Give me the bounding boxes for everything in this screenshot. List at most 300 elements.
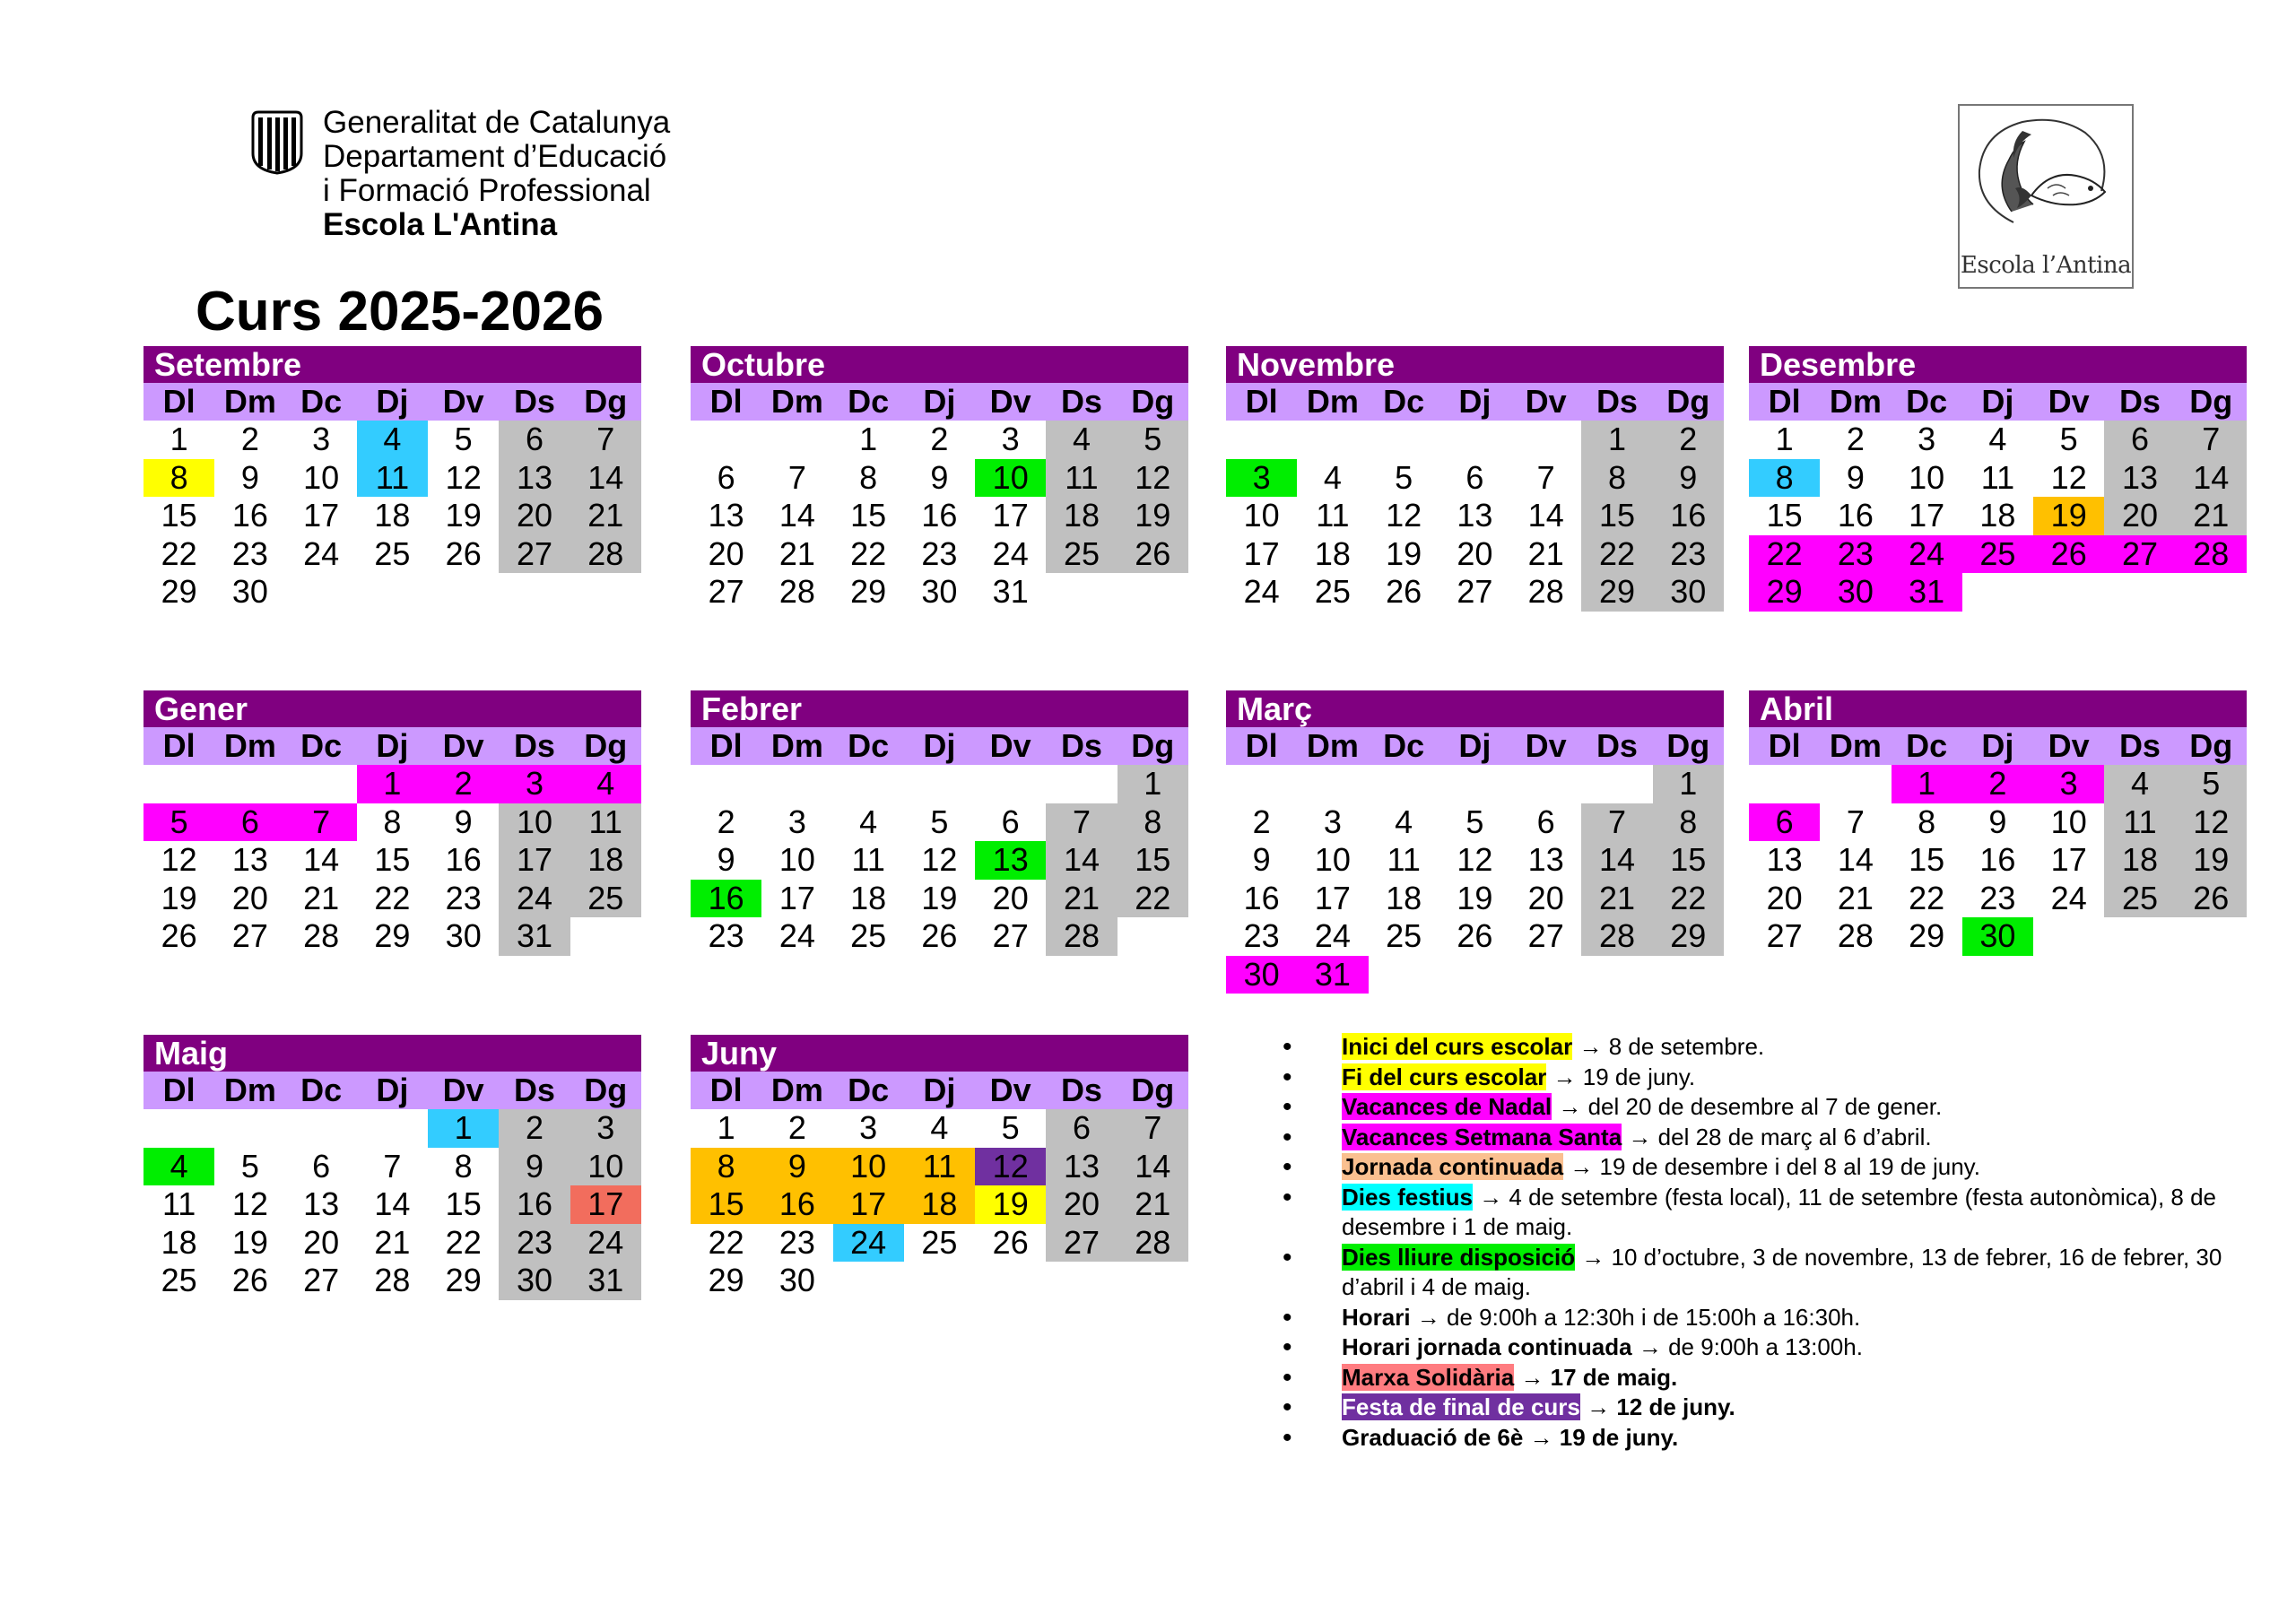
day-cell: 1	[357, 765, 428, 803]
week-row	[691, 1224, 1188, 1263]
bullet-icon	[1283, 1032, 1342, 1063]
weekday-label: Dg	[2189, 727, 2233, 764]
weekday-label: Dv	[442, 1072, 484, 1108]
day-cell: 6	[1536, 803, 1555, 840]
bullet-icon	[1283, 1363, 1342, 1394]
day-cell: 23	[778, 1223, 815, 1261]
empty-cell	[1510, 956, 1581, 994]
day-cell: 2	[499, 1109, 570, 1148]
day-cell: 31	[992, 573, 1029, 610]
day-cell: 17	[1909, 497, 1945, 534]
day-cell: 1	[428, 1109, 499, 1148]
day-cell: 15	[850, 497, 887, 534]
day-cell: 4	[930, 1109, 949, 1146]
day-cell: 12	[161, 841, 197, 878]
day-cell: 25	[1314, 573, 1351, 610]
week-row	[144, 1224, 641, 1263]
bullet-icon	[1283, 1393, 1342, 1424]
day-cell: 3	[570, 1109, 641, 1148]
week-row	[1226, 459, 1724, 498]
weekday-header-row	[1749, 383, 2247, 421]
day-cell: 2	[1252, 803, 1271, 840]
empty-cell	[1297, 421, 1368, 459]
day-cell: 3	[1226, 459, 1297, 498]
header-line-1: Generalitat de Catalunya	[323, 105, 671, 140]
day-cell: 20	[231, 879, 268, 916]
empty-cell	[1046, 1262, 1117, 1300]
week-row	[691, 535, 1188, 574]
week-row	[1749, 917, 2247, 956]
day-cell: 23	[921, 534, 958, 572]
day-cell: 21	[778, 534, 815, 572]
day-cell: 24	[1243, 573, 1280, 610]
day-cell: 12	[2050, 458, 2087, 496]
weekday-label: Dj	[1458, 727, 1492, 764]
week-row	[1749, 535, 2247, 574]
arrow-right-icon: →	[1514, 1363, 1544, 1391]
day-cell: 10	[570, 1148, 641, 1186]
empty-cell	[570, 573, 641, 612]
empty-cell	[1046, 765, 1117, 803]
day-cell: 11	[570, 803, 641, 842]
day-cell: 19	[2176, 841, 2247, 880]
day-cell: 19	[1386, 534, 1422, 572]
day-cell: 25	[1962, 535, 2033, 574]
day-cell: 12	[975, 1148, 1046, 1186]
day-cell: 7	[570, 421, 641, 459]
empty-cell	[214, 765, 285, 803]
day-cell: 15	[161, 497, 197, 534]
day-cell: 14	[303, 841, 340, 878]
day-cell: 28	[2176, 535, 2247, 574]
week-row	[1226, 421, 1724, 459]
day-cell: 31	[499, 917, 570, 956]
day-cell: 15	[374, 841, 411, 878]
day-cell: 10	[833, 1148, 904, 1186]
empty-cell	[428, 573, 499, 612]
day-cell: 7	[1118, 1109, 1188, 1148]
day-cell: 4	[144, 1148, 214, 1186]
day-cell: 26	[921, 917, 958, 954]
day-cell: 15	[1909, 841, 1945, 878]
empty-cell	[1962, 573, 2033, 612]
empty-cell	[2033, 917, 2104, 956]
bullet-icon	[1283, 1332, 1342, 1364]
empty-cell	[357, 573, 428, 612]
empty-cell	[570, 917, 641, 956]
day-cell: 5	[1465, 803, 1484, 840]
weekday-header-row	[1749, 727, 2247, 765]
day-cell: 31	[1297, 956, 1368, 994]
weekday-label: Dl	[1245, 727, 1278, 764]
day-cell: 27	[2104, 535, 2175, 574]
day-cell: 18	[570, 841, 641, 880]
week-row	[1226, 956, 1724, 994]
day-cell: 7	[1046, 803, 1117, 842]
day-cell: 21	[1046, 880, 1117, 918]
day-cell: 26	[1118, 535, 1188, 574]
day-cell: 30	[1226, 956, 1297, 994]
day-cell: 28	[1837, 917, 1874, 954]
day-cell: 12	[445, 458, 482, 496]
day-cell: 29	[708, 1262, 744, 1298]
week-row	[691, 765, 1188, 803]
day-cell: 13	[1046, 1148, 1117, 1186]
arrow-right-icon: →	[1579, 1393, 1611, 1420]
empty-cell	[691, 765, 761, 803]
day-cell: 23	[1820, 535, 1891, 574]
day-cell: 18	[1314, 534, 1351, 572]
weekday-label: Dm	[1306, 727, 1359, 764]
legend-item	[1283, 1063, 2233, 1093]
legend-label: Jornada continuada	[1342, 1153, 1564, 1180]
day-cell: 31	[1892, 573, 1962, 612]
week-row	[691, 1109, 1188, 1148]
day-cell: 25	[921, 1223, 958, 1261]
week-row	[144, 535, 641, 574]
day-cell: 23	[499, 1224, 570, 1263]
empty-cell	[975, 1262, 1046, 1300]
day-cell: 30	[445, 917, 482, 954]
legend-text: 10 d’octubre, 3 de novembre, 13 de febrer, 16 de febrer, 30 d’abril i 4 de maig.	[1342, 1243, 2222, 1300]
day-cell: 21	[2176, 497, 2247, 535]
empty-cell	[1510, 421, 1581, 459]
weekday-label: Dl	[1245, 383, 1278, 420]
day-cell: 17	[499, 841, 570, 880]
week-row	[1226, 765, 1724, 803]
legend-text: 4 de setembre (festa local), 11 de setembre (festa autonòmica), 8 de desembre i 1 de maig.	[1342, 1183, 2217, 1240]
day-cell: 30	[1653, 573, 1724, 612]
day-cell: 3	[1001, 421, 1020, 457]
day-cell: 26	[445, 534, 482, 572]
day-cell: 27	[992, 917, 1029, 954]
weekday-header-row	[691, 1072, 1188, 1109]
day-cell: 5	[1118, 421, 1188, 459]
day-cell: 26	[2176, 880, 2247, 918]
day-cell: 2	[787, 1109, 806, 1146]
weekday-label: Dc	[848, 727, 890, 764]
weekday-label: Dv	[442, 383, 484, 420]
weekday-header-row	[144, 1072, 641, 1109]
day-cell: 27	[1046, 1224, 1117, 1263]
arrow-right-icon: →	[1523, 1423, 1553, 1451]
day-cell: 13	[975, 841, 1046, 880]
day-cell: 5	[2059, 421, 2078, 457]
day-cell: 24	[778, 917, 815, 954]
day-cell: 16	[499, 1185, 570, 1224]
legend-label: Vacances Setmana Santa	[1342, 1123, 1622, 1150]
week-row	[144, 1109, 641, 1148]
week-row	[1749, 803, 2247, 842]
empty-cell	[1749, 765, 1820, 803]
day-cell: 25	[850, 917, 887, 954]
day-cell: 8	[1118, 803, 1188, 842]
weekday-label: Dm	[223, 383, 276, 420]
empty-cell	[144, 1109, 214, 1148]
day-cell: 12	[921, 841, 958, 878]
day-cell: 22	[445, 1223, 482, 1261]
day-cell: 26	[161, 917, 197, 954]
day-cell: 23	[1979, 879, 2016, 916]
day-cell: 28	[1527, 573, 1564, 610]
month-title: Juny	[691, 1035, 1188, 1072]
day-cell: 6	[1465, 458, 1484, 496]
weekday-label: Dl	[162, 727, 196, 764]
day-cell: 27	[708, 573, 744, 610]
empty-cell	[1297, 765, 1368, 803]
weekday-label: Dj	[376, 383, 409, 420]
day-cell: 4	[1395, 803, 1413, 840]
weekday-label: Dj	[1981, 383, 2014, 420]
day-cell: 13	[303, 1185, 340, 1222]
day-cell: 19	[161, 879, 197, 916]
week-row	[144, 765, 641, 803]
weekday-label: Dv	[989, 383, 1031, 420]
day-cell: 4	[2104, 765, 2175, 803]
week-row	[144, 497, 641, 535]
day-cell: 14	[2176, 459, 2247, 498]
legend-item	[1283, 1363, 2233, 1393]
school-name: Escola L'Antina	[323, 207, 558, 242]
month-desembre	[1749, 346, 2247, 612]
day-cell: 23	[1243, 917, 1280, 954]
day-cell: 20	[1766, 879, 1803, 916]
weekday-label: Dg	[1666, 727, 1710, 764]
day-cell: 7	[2176, 421, 2247, 459]
empty-cell	[904, 1262, 975, 1300]
empty-cell	[1118, 917, 1188, 956]
week-row	[691, 573, 1188, 612]
day-cell: 1	[717, 1109, 735, 1146]
week-row	[144, 573, 641, 612]
weekday-label: Dm	[770, 1072, 823, 1108]
day-cell: 11	[1980, 458, 2015, 496]
day-cell: 24	[992, 534, 1029, 572]
day-cell: 1	[1581, 421, 1652, 459]
weekday-label: Dg	[1131, 1072, 1175, 1108]
day-cell: 11	[851, 841, 885, 878]
day-cell: 20	[1046, 1185, 1117, 1224]
day-cell: 22	[374, 879, 411, 916]
month-title: Desembre	[1749, 346, 2247, 383]
day-cell: 21	[570, 497, 641, 535]
weekday-label: Dl	[162, 1072, 196, 1108]
empty-cell	[1581, 765, 1652, 803]
day-cell: 15	[1118, 841, 1188, 880]
day-cell: 7	[383, 1147, 402, 1185]
bullet-icon	[1283, 1183, 1342, 1214]
weekday-label: Ds	[1060, 1072, 1102, 1108]
month-maig	[144, 1035, 641, 1300]
day-cell: 16	[691, 880, 761, 918]
day-cell: 13	[1457, 497, 1493, 534]
legend-label: Dies lliure disposició	[1342, 1243, 1576, 1271]
day-cell: 16	[1979, 841, 2016, 878]
day-cell: 6	[499, 421, 570, 459]
day-cell: 20	[303, 1223, 340, 1261]
month-febrer	[691, 690, 1188, 956]
week-row	[144, 880, 641, 918]
week-row	[691, 803, 1188, 842]
day-cell: 30	[231, 573, 268, 610]
month-novembre	[1226, 346, 1724, 612]
week-row	[691, 421, 1188, 459]
empty-cell	[1439, 765, 1510, 803]
empty-cell	[1046, 573, 1117, 612]
day-cell: 8	[1653, 803, 1724, 842]
weekday-label: Dj	[376, 1072, 409, 1108]
arrow-right-icon: →	[1575, 1243, 1605, 1271]
day-cell: 29	[1581, 573, 1652, 612]
day-cell: 11	[2104, 803, 2175, 842]
day-cell: 5	[454, 421, 473, 457]
day-cell: 19	[975, 1185, 1046, 1224]
day-cell: 20	[1457, 534, 1493, 572]
month-title: Setembre	[144, 346, 641, 383]
day-cell: 22	[850, 534, 887, 572]
week-row	[1226, 880, 1724, 918]
legend-label: Horari	[1342, 1303, 1411, 1331]
weekday-label: Ds	[1596, 727, 1638, 764]
bullet-icon	[1283, 1243, 1342, 1274]
day-cell: 17	[570, 1185, 641, 1224]
week-row	[1226, 917, 1724, 956]
day-cell: 28	[1581, 917, 1652, 956]
empty-cell	[499, 573, 570, 612]
day-cell: 17	[1314, 879, 1351, 916]
day-cell: 22	[1749, 535, 1820, 574]
day-cell: 13	[708, 497, 744, 534]
empty-cell	[691, 421, 761, 459]
header-line-2: Departament d’Educació	[323, 139, 667, 174]
day-cell: 17	[778, 879, 815, 916]
day-cell: 12	[1118, 459, 1188, 498]
day-cell: 16	[1243, 879, 1280, 916]
legend-text: de 9:00h a 12:30h i de 15:00h a 16:30h.	[1439, 1303, 1861, 1331]
arrow-right-icon: →	[1410, 1303, 1440, 1331]
day-cell: 31	[570, 1262, 641, 1300]
weekday-label: Dl	[709, 727, 743, 764]
week-row	[144, 841, 641, 880]
day-cell: 6	[214, 803, 285, 842]
arrow-right-icon: →	[1572, 1033, 1603, 1060]
legend-text: 19 de desembre i del 8 al 19 de juny.	[1593, 1153, 1980, 1180]
day-cell: 26	[2033, 535, 2104, 574]
day-cell: 15	[1653, 841, 1724, 880]
legend-text: 17 de maig.	[1544, 1363, 1678, 1391]
course-title: Curs 2025-2026	[196, 281, 604, 343]
week-row	[1749, 880, 2247, 918]
day-cell: 3	[312, 421, 331, 457]
day-cell: 5	[240, 1147, 259, 1185]
day-cell: 30	[778, 1262, 815, 1298]
legend-label: Festa de final de curs	[1342, 1393, 1580, 1420]
legend-list	[1283, 1032, 2233, 1453]
generalitat-logo-icon	[249, 110, 305, 175]
weekday-header-row	[144, 383, 641, 421]
day-cell: 30	[921, 573, 958, 610]
empty-cell	[1369, 421, 1439, 459]
day-cell: 21	[1527, 534, 1564, 572]
weekday-header-row	[144, 727, 641, 765]
weekday-label: Dm	[1829, 383, 1882, 420]
arrow-right-icon: →	[1622, 1123, 1652, 1150]
bullet-icon	[1283, 1423, 1342, 1454]
day-cell: 29	[445, 1262, 482, 1298]
week-row	[691, 459, 1188, 498]
day-cell: 6	[1001, 803, 1020, 840]
day-cell: 28	[374, 1262, 411, 1298]
day-cell: 25	[570, 880, 641, 918]
day-cell: 3	[1918, 421, 1936, 457]
day-cell: 2	[240, 421, 259, 457]
week-row	[144, 1262, 641, 1300]
weekday-header-row	[1226, 383, 1724, 421]
day-cell: 1	[1892, 765, 1962, 803]
legend-text: del 20 de desembre al 7 de gener.	[1581, 1093, 1943, 1120]
empty-cell	[761, 765, 832, 803]
empty-cell	[1820, 765, 1891, 803]
week-row	[1749, 765, 2247, 803]
weekday-header-row	[1226, 727, 1724, 765]
weekday-label: Dc	[1906, 727, 1948, 764]
day-cell: 24	[2050, 879, 2087, 916]
day-cell: 28	[1118, 1224, 1188, 1263]
weekday-label: Dm	[770, 727, 823, 764]
day-cell: 4	[1046, 421, 1117, 459]
day-cell: 18	[904, 1185, 975, 1224]
empty-cell	[144, 765, 214, 803]
day-cell: 15	[1581, 497, 1652, 535]
fish-logo-icon	[1960, 106, 2132, 249]
weekday-label: Dl	[162, 383, 196, 420]
month-title: Març	[1226, 690, 1724, 727]
day-cell: 18	[374, 497, 411, 534]
day-cell: 2	[1846, 421, 1865, 457]
legend-item	[1283, 1092, 2233, 1123]
week-row	[691, 841, 1188, 880]
bullet-icon	[1283, 1152, 1342, 1184]
day-cell: 1	[859, 421, 878, 457]
day-cell: 14	[374, 1185, 411, 1222]
day-cell: 8	[1581, 459, 1652, 498]
empty-cell	[1118, 573, 1188, 612]
day-cell: 21	[303, 879, 340, 916]
bullet-icon	[1283, 1092, 1342, 1124]
weekday-header-row	[691, 727, 1188, 765]
weekday-label: Ds	[2118, 727, 2161, 764]
day-cell: 22	[1653, 880, 1724, 918]
day-cell: 27	[1527, 917, 1564, 954]
week-row	[1749, 459, 2247, 498]
weekday-label: Dv	[2048, 383, 2090, 420]
weekday-label: Dm	[770, 383, 823, 420]
weekday-label: Dc	[300, 727, 343, 764]
day-cell: 27	[303, 1262, 340, 1298]
day-cell: 11	[1387, 841, 1421, 878]
day-cell: 22	[1118, 880, 1188, 918]
day-cell: 26	[231, 1262, 268, 1298]
day-cell: 9	[717, 841, 735, 878]
week-row	[1749, 497, 2247, 535]
day-cell: 18	[161, 1223, 197, 1261]
week-row	[144, 1185, 641, 1224]
empty-cell	[1439, 956, 1510, 994]
weekday-label: Dj	[923, 1072, 956, 1108]
month-title: Gener	[144, 690, 641, 727]
day-cell: 5	[1001, 1109, 1020, 1146]
day-cell: 24	[1892, 535, 1962, 574]
